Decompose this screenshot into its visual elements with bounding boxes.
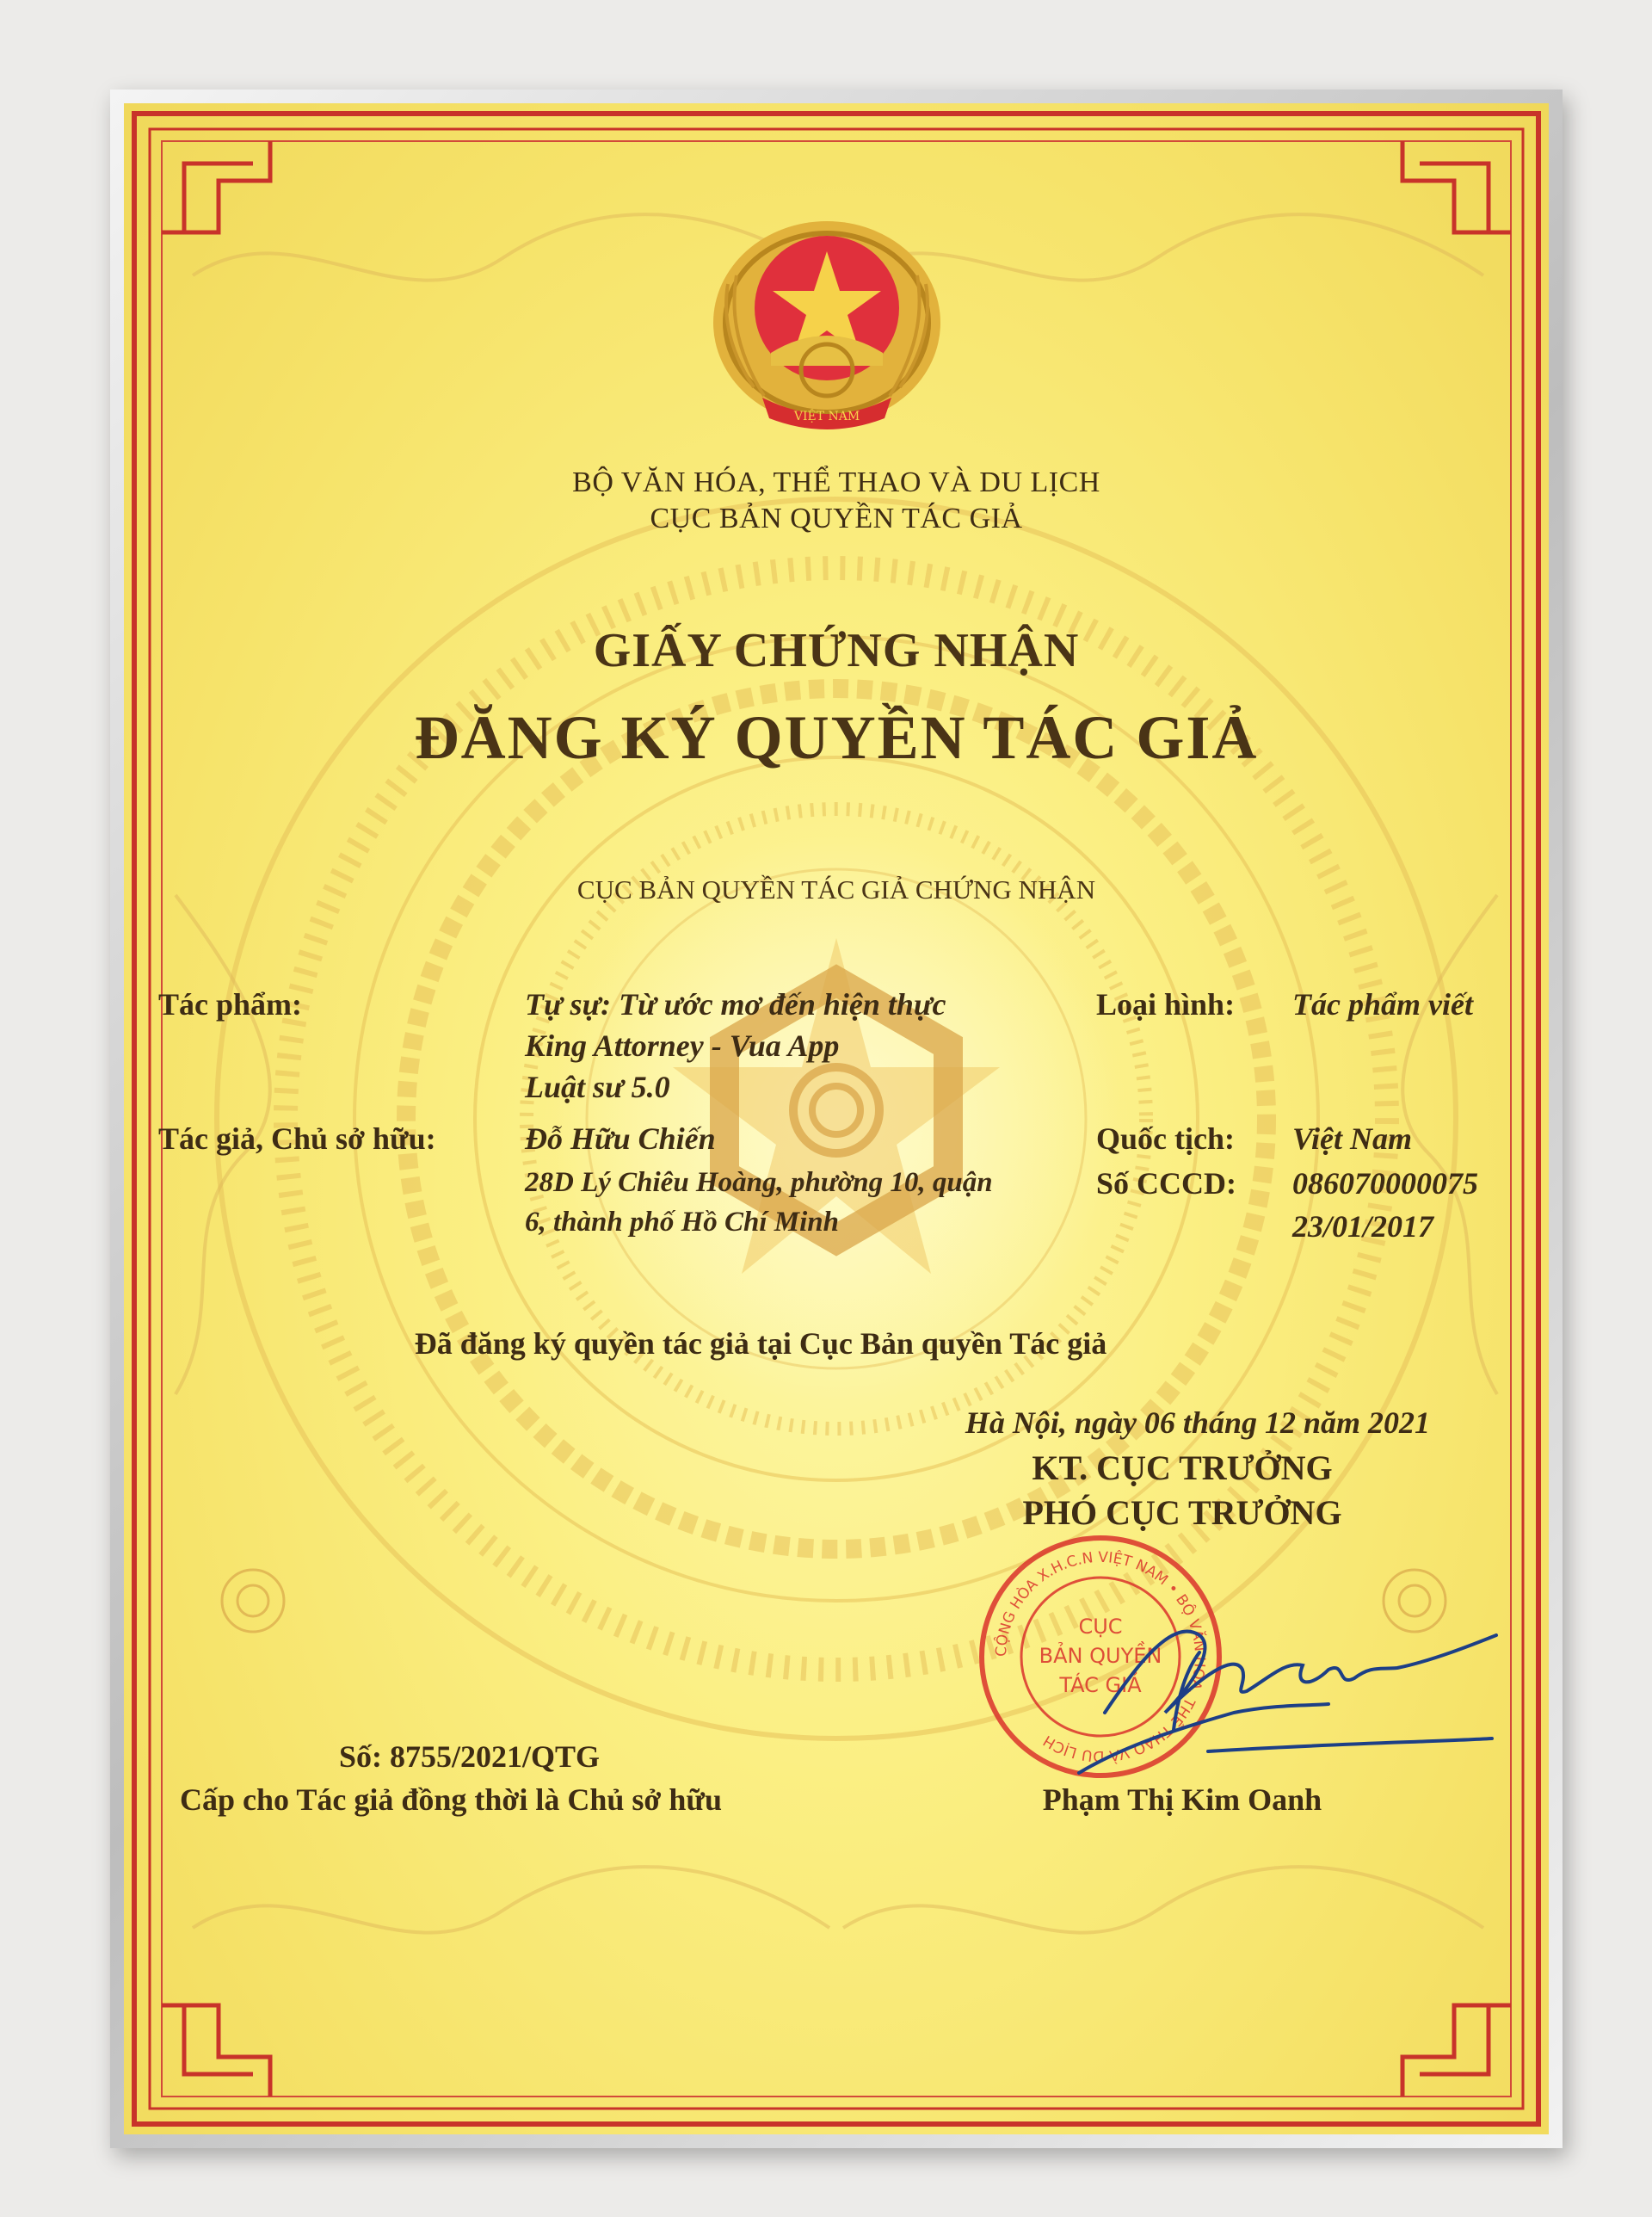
- id-issue-date: 23/01/2017: [1292, 1209, 1434, 1244]
- id-label: Số CCCD:: [1096, 1166, 1237, 1201]
- department-name: CỤC BẢN QUYỀN TÁC GIẢ: [650, 503, 1023, 534]
- issued-to: Cấp cho Tác giả đồng thời là Chủ sở hữu: [180, 1782, 722, 1817]
- seal-center-line2: BẢN QUYỀN: [1039, 1644, 1162, 1668]
- work-title-line2: King Attorney - Vua App: [525, 1028, 840, 1063]
- ministry-name: BỘ VĂN HÓA, THỂ THAO VÀ DU LỊCH: [572, 466, 1100, 498]
- work-title-line1: Tự sự: Từ ước mơ đến hiện thực: [525, 987, 946, 1022]
- certificate-paper: [124, 103, 1549, 2134]
- certifies-line: CỤC BẢN QUYỀN TÁC GIẢ CHỨNG NHẬN: [576, 874, 1096, 905]
- work-label: Tác phẩm:: [158, 987, 303, 1022]
- registered-statement: Đã đăng ký quyền tác giả tại Cục Bản quyền Tác giả: [414, 1326, 1107, 1361]
- author-label: Tác giả, Chủ sở hữu:: [158, 1121, 436, 1156]
- certificate-title-line2: ĐĂNG KÝ QUYỀN TÁC GIẢ: [414, 703, 1259, 772]
- nationality-value: Việt Nam: [1292, 1121, 1413, 1156]
- seal-center-line1: CỤC: [1078, 1615, 1123, 1639]
- seal-center-line3: TÁC GIẢ: [1059, 1673, 1142, 1697]
- work-type-label: Loại hình:: [1096, 987, 1236, 1022]
- nationality-label: Quốc tịch:: [1096, 1121, 1235, 1156]
- signatory-name: Phạm Thị Kim Oanh: [1042, 1782, 1322, 1817]
- work-title-line3: Luật sư 5.0: [525, 1070, 670, 1104]
- author-name: Đỗ Hữu Chiến: [525, 1121, 716, 1156]
- author-address-line2: 6, thành phố Hồ Chí Minh: [525, 1207, 839, 1238]
- signatory-title1: KT. CỤC TRƯỞNG: [1032, 1448, 1333, 1487]
- picture-frame: [110, 90, 1563, 2148]
- certificate-number: Số: 8755/2021/QTG: [339, 1739, 601, 1774]
- handwritten-signature-icon: [1070, 1584, 1501, 1807]
- emblem-ribbon-text: VIỆT NAM: [793, 410, 860, 423]
- seal-ring-text: CỘNG HÒA X.H.C.N VIỆT NAM • BỘ VĂN HÓA, THỂ THAO VÀ DU LỊCH: [992, 1548, 1209, 1765]
- issue-date-line: Hà Nội, ngày 06 tháng 12 năm 2021: [965, 1405, 1430, 1440]
- work-type-value: Tác phẩm viết: [1292, 987, 1473, 1022]
- signatory-title2: PHÓ CỤC TRƯỞNG: [1022, 1493, 1342, 1532]
- id-number: 086070000075: [1292, 1166, 1478, 1201]
- certificate-title-line1: GIẤY CHỨNG NHẬN: [593, 624, 1080, 677]
- author-address-line1: 28D Lý Chiêu Hoàng, phường 10, quận: [525, 1167, 993, 1198]
- national-emblem-icon: [702, 215, 952, 448]
